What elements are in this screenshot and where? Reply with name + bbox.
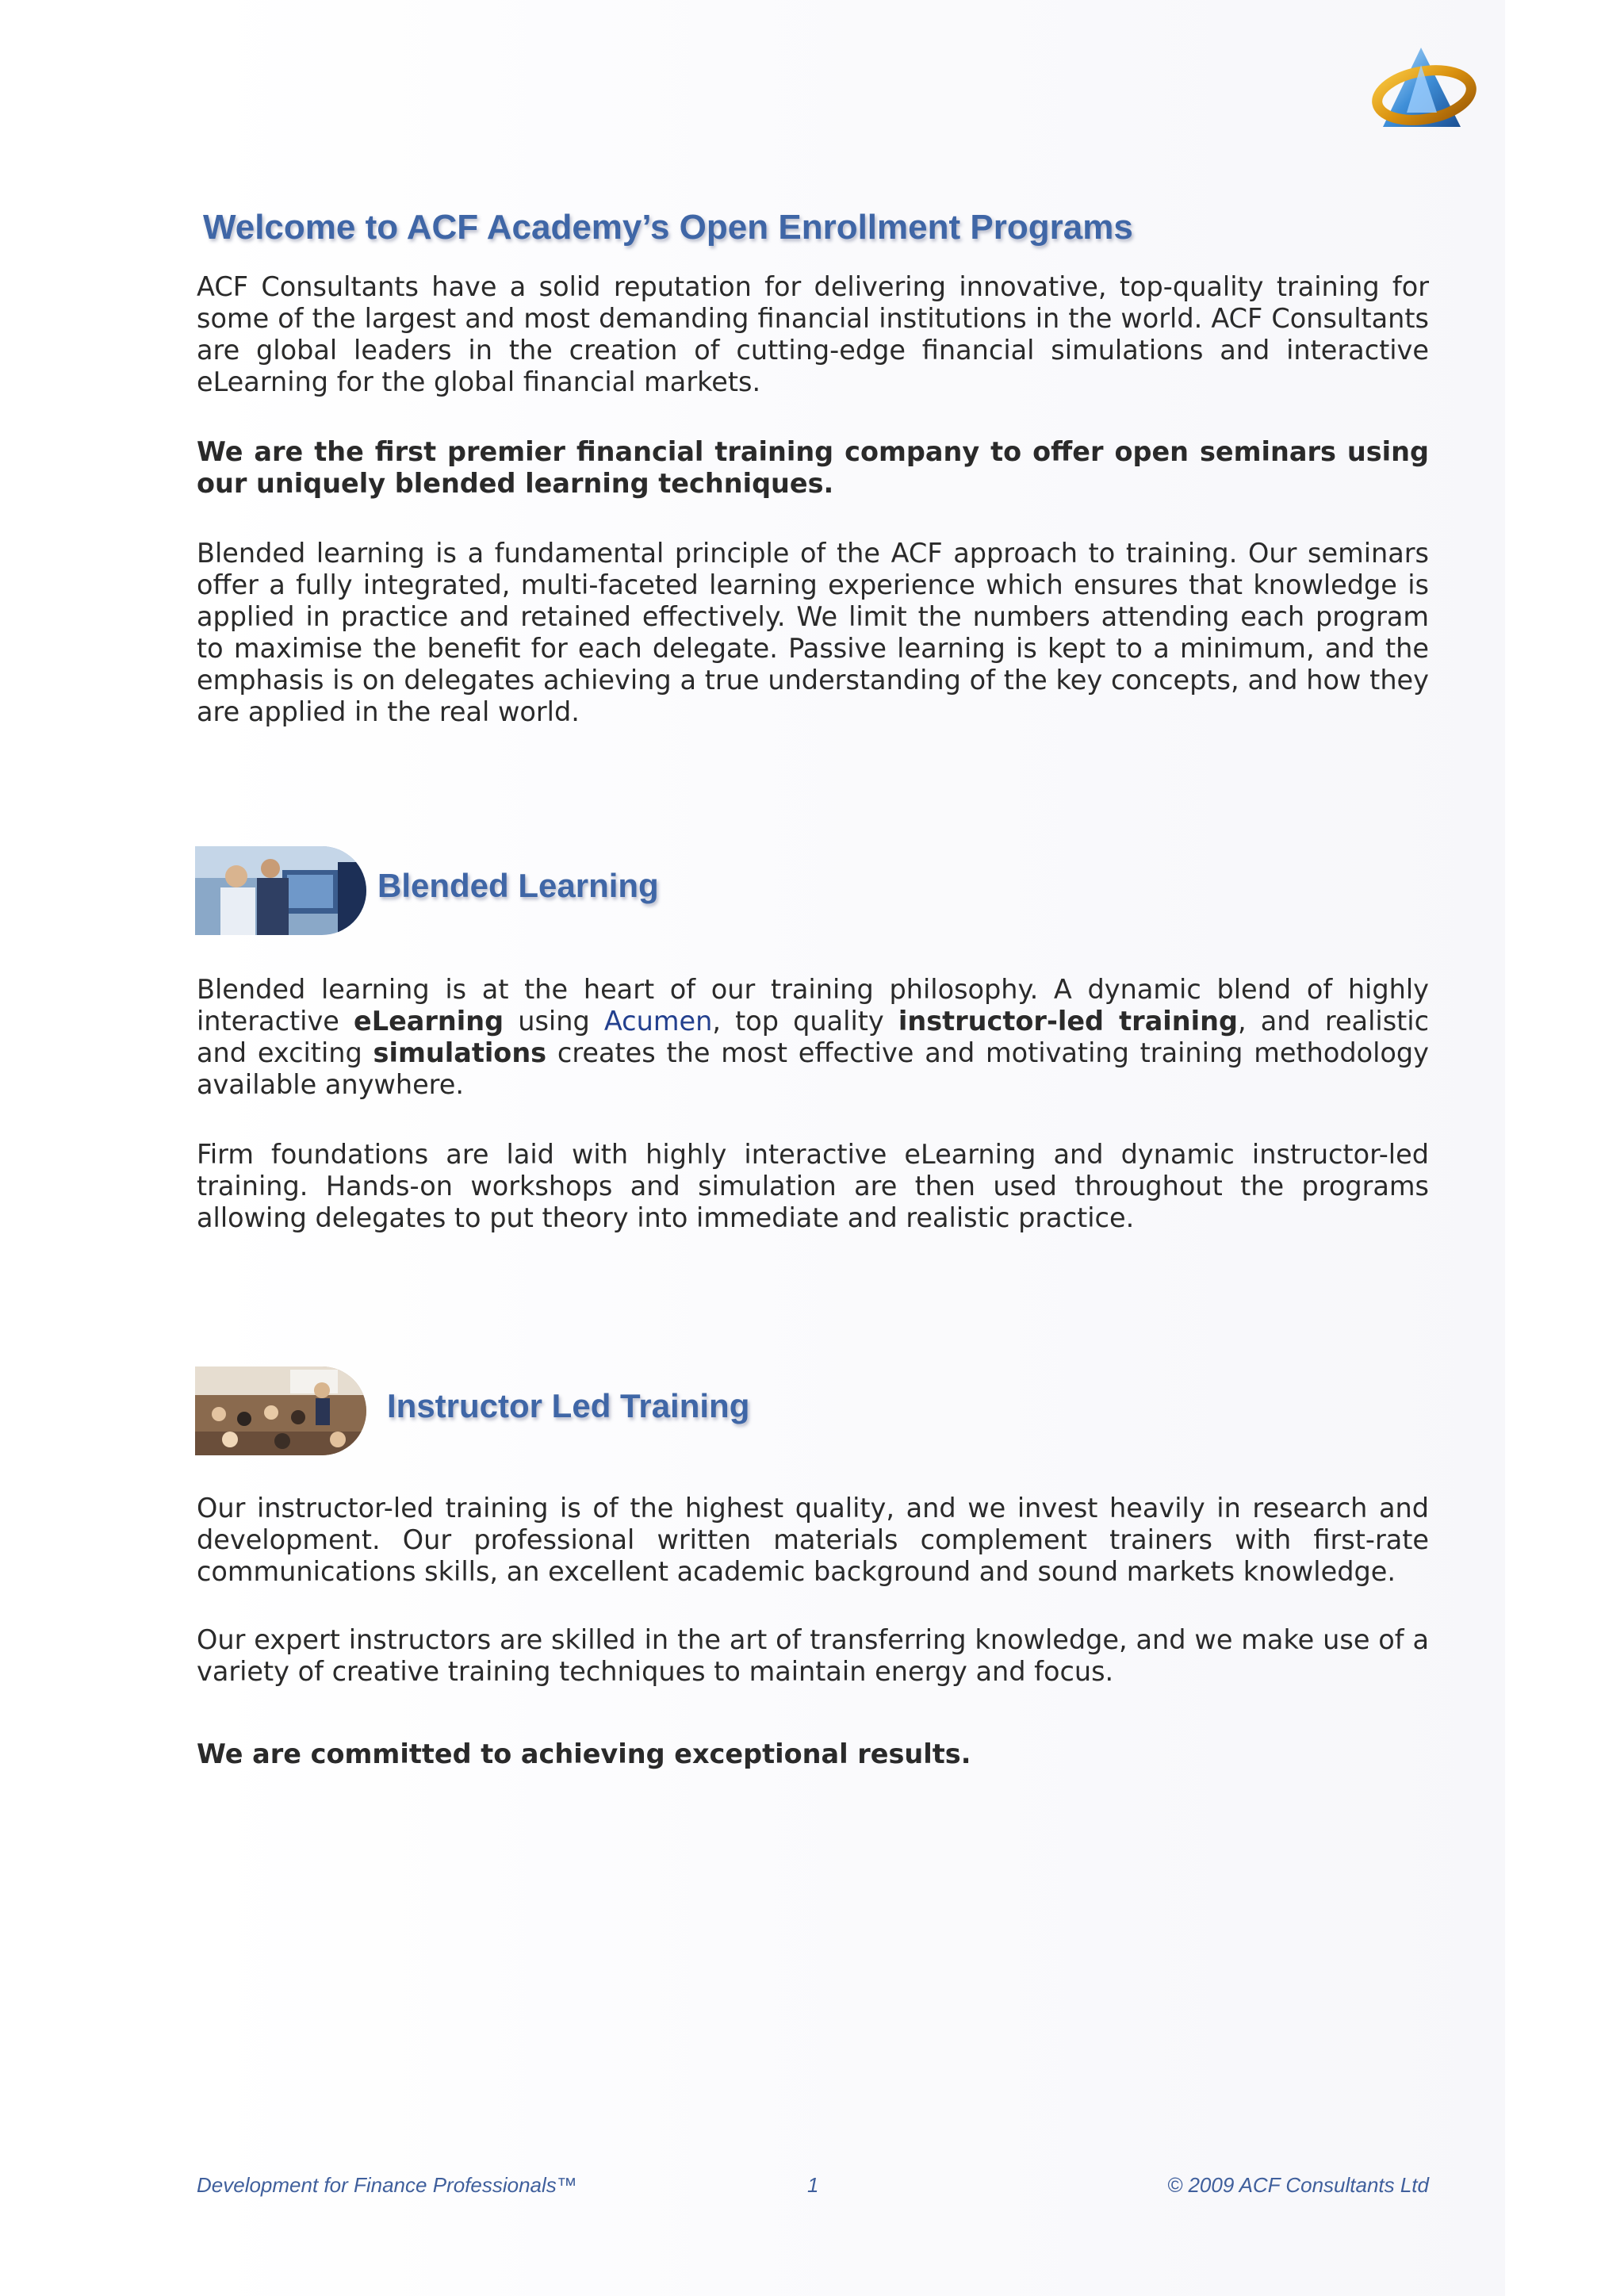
intro-paragraph-2: We are the first premier financial training company to offer open seminars using our uniquely blended learning techniques. xyxy=(197,436,1429,499)
blended-paragraph-1: Blended learning is at the heart of our training philosophy. A dynamic blend of highly interactive eLearning using Acumen, top quality instructor-led training, and realistic and exciting simulations creates the most effective and motivating training methodology available anywhere. xyxy=(197,974,1430,1100)
blended-paragraph-2: Firm foundations are laid with highly interactive eLearning and dynamic instructor-led training. Hands-on workshops and simulation are then used throughout the programs allowing delegates to put theory into immediate and realistic practice. xyxy=(197,1139,1429,1233)
blended-learning-heading: Blended Learning xyxy=(377,867,659,904)
acumen-link[interactable]: Acumen xyxy=(603,1006,713,1037)
acf-logo-icon xyxy=(1372,41,1483,136)
page-footer xyxy=(197,2173,1429,2205)
page-title: Welcome to ACF Academy’s Open Enrollment Programs xyxy=(203,208,1133,247)
instructor-led-header xyxy=(195,1366,829,1455)
instructor-paragraph-3: We are committed to achieving exceptional results. xyxy=(197,1738,971,1769)
intro-paragraph-1: ACF Consultants have a solid reputation for delivering innovative, top-quality training for some of the largest and most demanding financial institutions in the world. ACF Consultants are global leaders in the creation of cutting-edge financial simulations and interactive eLearning for the global financial markets. xyxy=(197,271,1429,397)
instructor-led-heading: Instructor Led Training xyxy=(387,1387,750,1424)
instructor-paragraph-2: Our expert instructors are skilled in the art of transferring knowledge, and we make use of a variety of creative training techniques to maintain energy and focus. xyxy=(197,1624,1429,1687)
intro-paragraph-3: Blended learning is a fundamental principle of the ACF approach to training. Our seminars offer a fully integrated, multi-faceted learning experience which ensures that knowledge is applied in practice and retained effectively. We limit the numbers attending each program to maximise the benefit for each delegate. Passive learning is kept to a minimum, and the emphasis is on delegates achieving a true understanding of the key concepts, and how they are applied in the real world. xyxy=(197,538,1429,727)
footer-tagline: Development for Finance Professionals™ xyxy=(197,2173,577,2197)
office-photo-icon xyxy=(195,846,366,935)
classroom-photo-icon xyxy=(195,1366,366,1455)
blended-learning-header xyxy=(195,846,829,935)
page-number: 1 xyxy=(807,2173,819,2197)
footer-copyright: © 2009 ACF Consultants Ltd xyxy=(1167,2173,1429,2197)
instructor-paragraph-1: Our instructor-led training is of the highest quality, and we invest heavily in research and development. Our professional written materials complement trainers with first-rate communications skills, an excellent academic background and sound markets knowledge. xyxy=(197,1493,1429,1587)
